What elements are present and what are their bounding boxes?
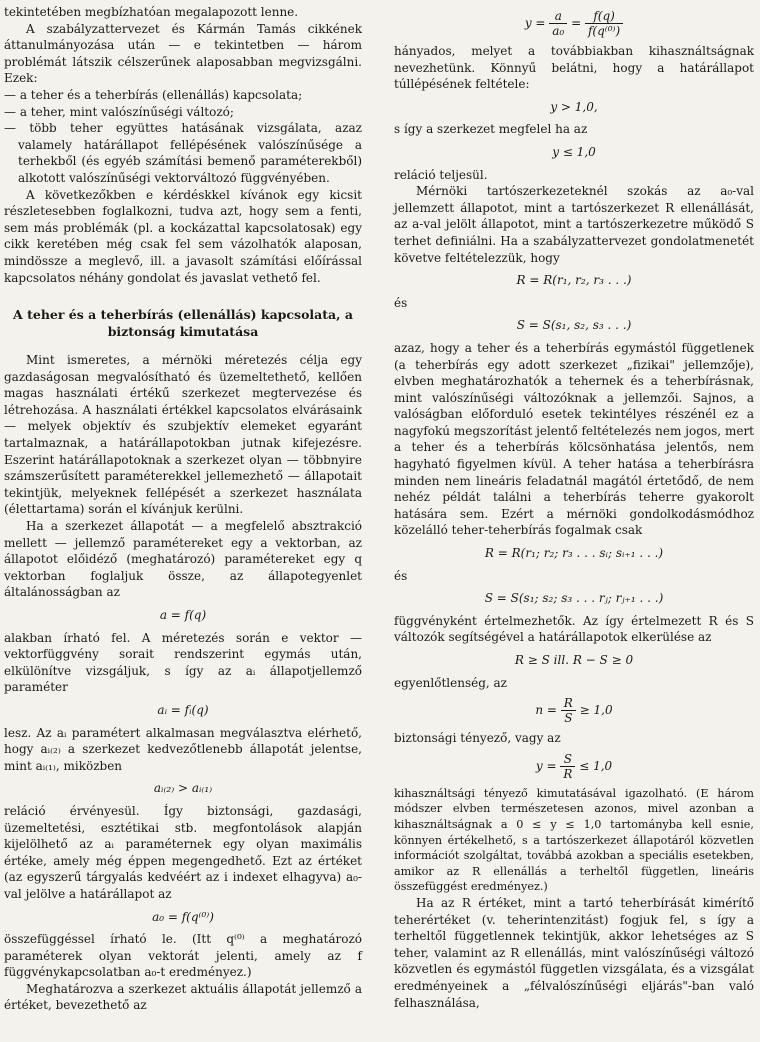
numerator: a [549, 9, 567, 24]
paragraph: s így a szerkezet megfelel ha az [394, 122, 588, 137]
denominator: S [564, 711, 573, 726]
paragraph: alakban írható fel. A méretezés során e vektor — vektorfüggvény sorait rendszerint egymás után, elkülönítve vizsgáljuk, s így az aᵢ állapotjellemző paraméter [4, 630, 362, 695]
paragraph: Mint ismeretes, a mérnöki méretezés célja egy gazdaságosan megvalósítható és üzemeltethető, kellően magas használati értékű szerkezet megtervezése és létrehozása. A használati értékkel kapcsolatos elvárásaink — melyek objektív és szubjektív elemeket egyaránt tartalmaznak, a határállapotokban jutnak kifejezésre. Eszerint határállapotoknak a szerkezet olyan — többnyire számszerűsített paraméterekkel jellemezhető — állapotait tekintjük, melyeknek fellépését a szerkezet használata (élettartama) során el kívánjuk kerülni. [4, 353, 362, 517]
paragraph: biztonsági tényező, vagy az [394, 731, 561, 746]
paragraph: egyenlőtlenség, az [394, 675, 507, 690]
paragraph: lesz. Az aᵢ paramétert alkalmasan megválasztva elérhető, hogy aᵢ₍₂₎ a szerkezet kedvezőtlenebb állapotát jelentse, mint aᵢ₍₁₎, miközben [4, 725, 362, 773]
left-column [4, 4, 362, 1014]
fraction [561, 696, 576, 725]
equation-biztonsagi [394, 696, 754, 725]
list-item: — a teher, mint valószínűségi változó; [4, 104, 234, 119]
paragraph: Ha a szerkezet állapotát — a megfelelő absztrakció mellett — jellemző paramétereket egy a vektorban, az állapotot előidéző (meghatározó) paramétereket egy q vektorban foglaljuk össze, az állapotegyenlet általánosságban az [4, 519, 362, 600]
denominator: a₀ [552, 24, 565, 38]
equation-part: ≤ 1,0 [579, 758, 613, 773]
fraction [549, 9, 567, 38]
equation: aᵢ₍₂₎ > aᵢ₍₁₎ [153, 781, 213, 796]
paragraph: A következőkben e kérdéskkel kívánok egy kicsit részletesebben foglalkozni, tudva azt, hogy sem a fenti, sem más problémák (pl. a kockázattal kapcsolatosak) egy cikk keretében még csak fel sem vázolhatók alaposan, mindössze a meglevő, ill. a javasolt számítási előírással kapcsolatos néhány gondolat és javaslat vethető fel. [4, 187, 362, 285]
denominator: R [563, 766, 573, 781]
equation-part: n = [535, 703, 557, 718]
paragraph: összefüggéssel írható le. (Itt q⁽⁰⁾ a meghatározó paraméterek olyan vektorát jelenti, amely az f függvénykapcsolatban a₀-t eredményez.) [4, 932, 362, 980]
conjunction: és [394, 295, 408, 310]
denominator: f(q⁽⁰⁾) [587, 24, 621, 38]
numerator: f(q) [585, 9, 623, 24]
equation: a = f(q) [159, 608, 207, 622]
paragraph: azaz, hogy a teher és a teherbírás egymástól függetlenek (a teherbírás egy adott szerkezet „fizikai" jellemzője), elvben meghatározhatók a tehernek és a teherbírásnak, mint valószínűségi változóknak a jellemzői. Sajnos, a valóságban előforduló esetek tekintélyes részénél ez a nagyfokú megszorítást jelentő feltételezés nem jogos, mert a teher és a teherbírás kölcsönhatása jelentős, nem hagyható figyelmen kívül. A teher hatása a teherbírásra minden nem lineáris feladatnál magától értetődő, de nem nehéz példát találni a teherbírás teherre gyakorolt hatására sem. Ezért a mérnöki gondolkodásmódhoz közelálló teher-teherbírás fogalmak csak [394, 340, 754, 538]
paragraph: Ha az R értéket, mint a tartó teherbírását kimérítő teherértéket (v. teherintenzitást) fogjuk fel, s így a terheltől függetlennek tekintjük, akkor lehetséges az S teher, valamint az R ellenállás, mint valószínűségi változó közvetlen és egymástól független vizsgálata, és a vizsgálat eredményeinek a „félvalószínűségi eljárás"-ban való felhasználása, [394, 895, 754, 1010]
equation-part: y = [535, 758, 557, 773]
right-column [394, 4, 754, 1011]
equation-part: y = [524, 16, 546, 31]
equation: S = S(s₁, s₂, s₃ . . .) [516, 318, 632, 333]
equation: R = R(r₁; r₂; r₃ . . . sᵢ; sᵢ₊₁ . . .) [484, 546, 664, 561]
list-item: — a teher és a teherbírás (ellenállás) kapcsolata; [4, 87, 303, 102]
paragraph: Meghatározva a szerkezet aktuális állapotát jellemző a értéket, bevezethető az [4, 981, 362, 1013]
fraction [585, 9, 623, 38]
conjunction: és [394, 568, 408, 583]
equation-part: ≥ 1,0 [579, 703, 613, 718]
equation: S = S(s₁; s₂; s₃ . . . rⱼ; rⱼ₊₁ . . .) [484, 591, 664, 606]
list-item: — több teher együttes hatásának vizsgálata, azaz valamely határállapot fellépésének valószínűsége a terhekből (és egyéb számítási bemenő paraméterekből) alkotott valószínűségi vektorváltozó függvényében. [4, 121, 362, 185]
equation: a₀ = f(q⁽⁰⁾) [152, 909, 214, 924]
equation: R ≥ S ill. R − S ≥ 0 [514, 653, 634, 667]
paragraph: tekintetében megbízhatóan megalapozott lenne. [4, 5, 299, 19]
numerator: S [560, 752, 575, 767]
equation-kihasznaltsagi-tenyezo [394, 752, 754, 781]
paragraph: hányados, melyet a továbbiakban kihasználtságnak nevezhetünk. Könnyű belátni, hogy a határállapot túllépésének feltétele: [394, 44, 754, 92]
paragraph: függvényként értelmezhetők. Az így értelmezett R és S változók segítségével a határállapotok elkerülése az [394, 613, 754, 645]
fraction [560, 752, 575, 781]
equation: aᵢ = fᵢ(q) [157, 702, 209, 717]
equation: y > 1,0, [550, 99, 598, 114]
equation: R = R(r₁, r₂, r₃ . . .) [516, 273, 632, 288]
paragraph: kihasználtsági tényező kimutatásával igazolható. (E három módszer elvben természetesen azonos, mivel azonban a kihasználtságnak a 0 ≤ y ≤ 1,0 tartományba kell esnie, könnyen értékelhető, s a tartószerkezet állapotáról közvetlen információt szolgáltat, továbbá azokban a speciális esetekben, amikor az R ellenállás a terheltől független, lineáris összefüggést eredményez.) [394, 786, 754, 894]
equation-kihasznaltsag [394, 9, 754, 38]
equation-part: = [571, 16, 582, 31]
paragraph: Mérnöki tartószerkezeteknél szokás az a₀-val jellemzett állapotot, mint a tartószerkezet R ellenállását, az a-val jelölt állapotot, mint a tartószerkezetre működő S terhet definiálni. Ha a szabályzattervezet gondolatmenetét követve feltételezzük, hogy [394, 184, 754, 265]
paragraph: A szabályzattervezet és Kármán Tamás cikkének áttanulmányozása után — e tekintetben — három problémát látszik célszerűnek alaposabban megvizsgálni. Ezek: [4, 21, 362, 86]
section-heading: A teher és a teherbírás (ellenállás) kapcsolata, a biztonság kimutatása [13, 307, 353, 340]
equation: y ≤ 1,0 [552, 144, 596, 159]
paragraph: reláció teljesül. [394, 167, 488, 182]
numerator: R [561, 696, 576, 711]
paragraph: reláció érvényesül. Így biztonsági, gazdasági, üzemeltetési, esztétikai stb. megfontolások alapján kijelölhető az aᵢ paraméternek egy olyan maximális értéke, amely még éppen megengedhető. Ezt az értéket (az egyszerű tárgyalás kedvéért az i indexet elhagyva) a₀-val jelölve a határállapot az [4, 803, 362, 901]
